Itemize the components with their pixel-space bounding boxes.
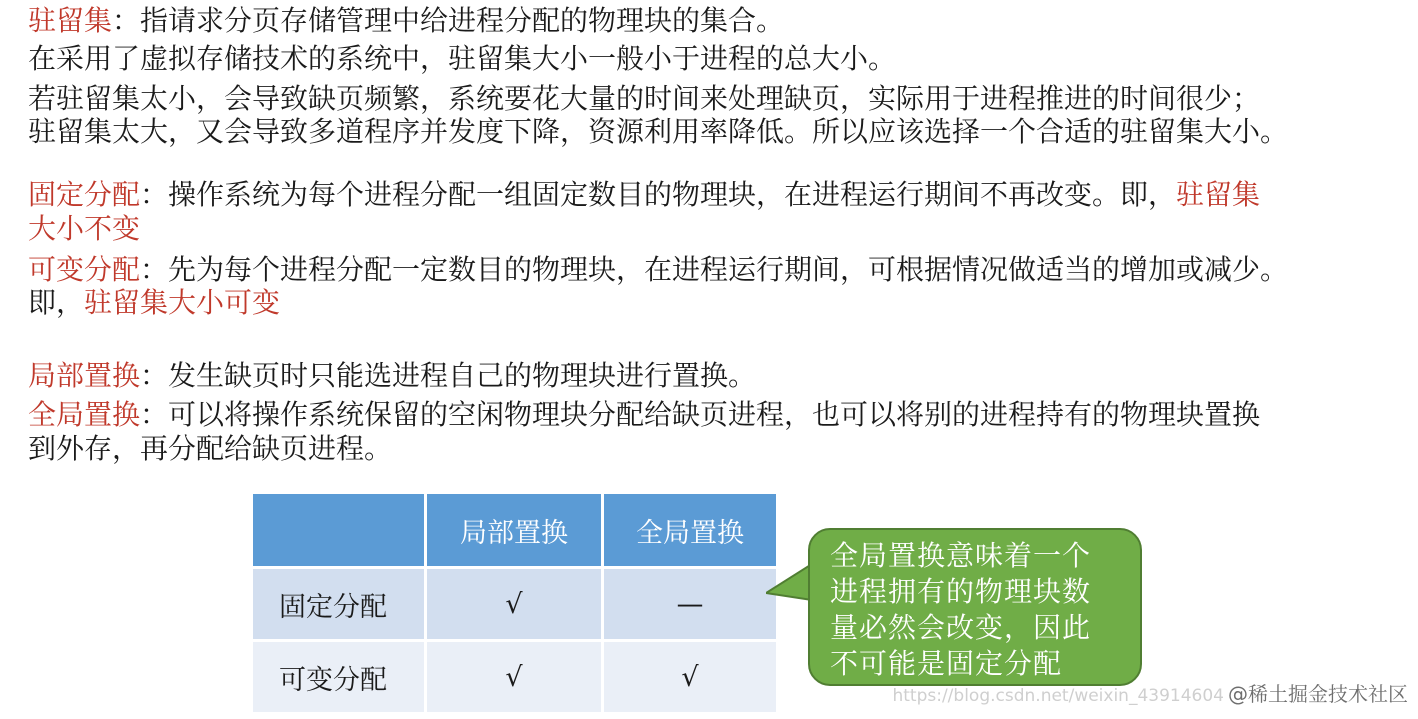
table-header-row [253,494,779,569]
fixed-allocation-line-1: 固定分配：操作系统为每个进程分配一组固定数目的物理块，在进程运行期间不再改变。即，驻留集 [28,178,1261,211]
table-row [253,642,779,715]
resident-set-note-1: 在采用了虚拟存储技术的系统中，驻留集大小一般小于进程的总大小。 [28,42,897,75]
resident-set-definition: 驻留集：指请求分页存储管理中给进程分配的物理块的集合。 [28,4,785,37]
variable-allocation-line-1: 可变分配：先为每个进程分配一定数目的物理块，在进程运行期间，可根据情况做适当的增加或减少。 [28,253,1289,286]
table-header-cell: 局部置换 [427,494,604,569]
callout-line: 进程拥有的物理块数 [830,575,1092,608]
global-replacement-line-1: 全局置换：可以将操作系统保留的空闲物理块分配给缺页进程，也可以将别的进程持有的物理块置换 [28,398,1261,431]
term-resident-set: 驻留集 [28,4,113,37]
watermark [892,678,1408,707]
resident-set-note-2b: 驻留集太大，又会导致多道程序并发度下降，资源利用率降低。所以应该选择一个合适的驻留集大小。 [28,115,1289,148]
term-variable-allocation: 可变分配 [28,253,141,286]
callout-line: 不可能是固定分配 [830,647,1063,680]
callout-line: 全局置换意味着一个 [830,539,1092,572]
term-fixed-allocation: 固定分配 [28,178,141,211]
term-global-replacement: 全局置换 [28,398,141,431]
callout-line: 量必然会改变，因此 [830,611,1092,644]
callout-bubble [808,528,1142,686]
variable-allocation-line-2: 即，驻留集大小可变 [28,286,281,319]
table-header-cell [253,494,427,569]
fixed-allocation-line-2: 大小不变 [28,212,141,245]
term-local-replacement: 局部置换 [28,359,141,392]
watermark-url: https://blog.csdn.net/weixin_43914604 [892,686,1224,706]
table-cell: √ [604,642,779,715]
table-cell: √ [427,642,604,715]
table-cell: 可变分配 [253,642,427,715]
resident-set-note-2a: 若驻留集太小，会导致缺页频繁，系统要花大量的时间来处理缺页，实际用于进程推进的时间很少； [28,82,1261,115]
table-cell: √ [427,569,604,642]
global-replacement-line-2: 到外存，再分配给缺页进程。 [28,432,393,465]
allocation-replacement-table [253,494,779,715]
table-row [253,569,779,642]
table-cell: 固定分配 [253,569,427,642]
table-cell: — [604,569,779,642]
callout-text [830,538,1130,682]
local-replacement-line: 局部置换：发生缺页时只能选进程自己的物理块进行置换。 [28,359,757,392]
callout-pointer [766,560,812,604]
table-header-cell: 全局置换 [604,494,779,569]
watermark-brand: @稀土掘金技术社区 [1228,682,1408,706]
